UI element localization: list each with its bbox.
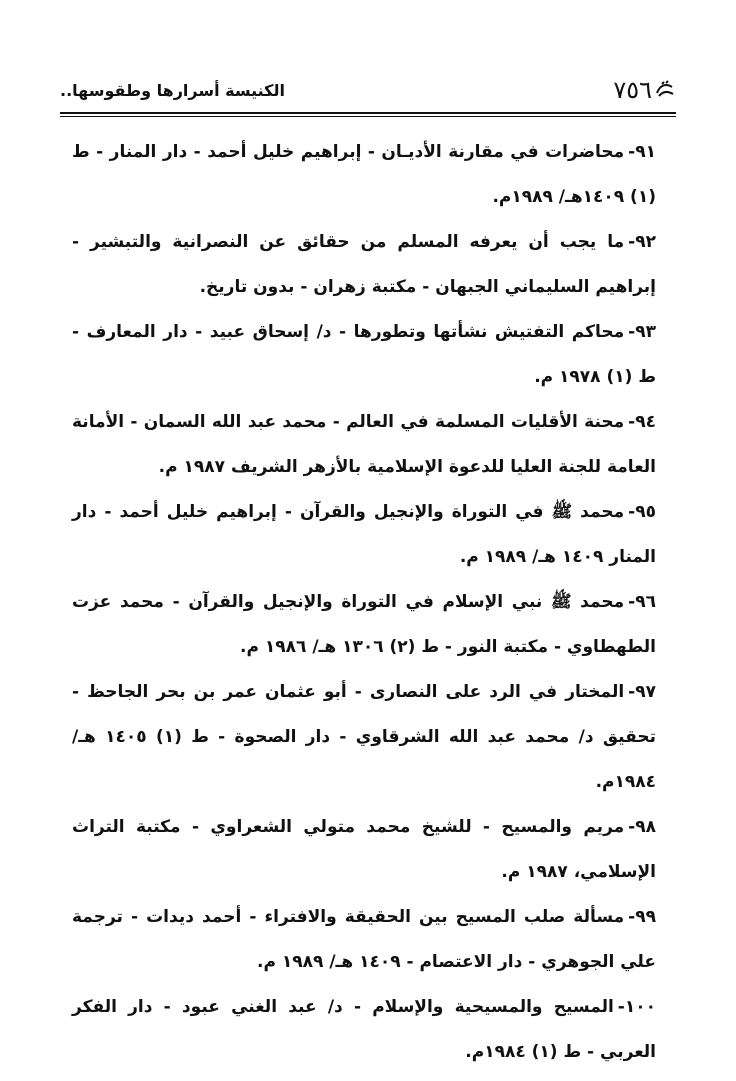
bibliography-entry [72, 985, 656, 1075]
bibliography-entry [72, 400, 656, 490]
bibliography-entry [72, 895, 656, 985]
entry-text: مريم والمسيح - للشيخ محمد متولي الشعراوي - مكتبة التراث الإسلامي، ١٩٨٧ م. [72, 817, 656, 882]
entry-number: ٩٥- [628, 502, 656, 522]
entry-number: ٩١- [628, 142, 656, 162]
entry-number: ٩٤- [628, 412, 656, 432]
entry-text: محاضرات في مقارنة الأديـان - إبراهيم خليل أحمد - دار المنار - ط (١) ١٤٠٩هـ/ ١٩٨٩م. [72, 142, 656, 207]
bibliography-entry [72, 220, 656, 310]
entry-text: محمد ﷺ في التوراة والإنجيل والقرآن - إبراهيم خليل أحمد - دار المنار ١٤٠٩ هـ/ ١٩٨٩ م. [72, 502, 656, 567]
entry-text: ما يجب أن يعرفه المسلم من حقائق عن النصرانية والتبشير - إبراهيم السليماني الجبهان - مكتبة زهران - بدون تاريخ. [72, 232, 656, 297]
bibliography-entry [72, 580, 656, 670]
header-rule [60, 112, 676, 114]
page-header [60, 72, 676, 108]
entry-number: ١٠٠- [617, 997, 656, 1017]
entry-text: المسيح والمسيحية والإسلام - د/ عبد الغني عبود - دار الفكر العربي - ط (١) ١٩٨٤م. [72, 997, 656, 1062]
entry-text: محنة الأقليات المسلمة في العالم - محمد عبد الله السمان - الأمانة العامة للجنة العليا للدعوة الإسلامية بالأزهر الشريف ١٩٨٧ م. [72, 412, 656, 477]
header-rule-thin [60, 116, 676, 117]
bibliography-entry [72, 130, 656, 220]
entry-text: محاكم التفتيش نشأتها وتطورها - د/ إسحاق عبيد - دار المعارف - ط (١) ١٩٧٨ م. [72, 322, 656, 387]
page-number-group [613, 76, 676, 104]
entry-number: ٩٩- [628, 907, 656, 927]
bibliography-entry [72, 490, 656, 580]
entry-number: ٩٨- [628, 817, 656, 837]
entry-number: ٩٢- [628, 232, 656, 252]
entry-text: محمد ﷺ نبي الإسلام في التوراة والإنجيل والقرآن - محمد عزت الطهطاوي - مكتبة النور - ط (٢) ١٣٠٦ هـ/ ١٩٨٦ م. [72, 592, 656, 657]
bibliography-entry [72, 310, 656, 400]
flourish-icon [654, 79, 676, 101]
bibliography-entry [72, 670, 656, 805]
entry-text: مسألة صلب المسيح بين الحقيقة والافتراء - أحمد ديدات - ترجمة علي الجوهري - دار الاعتصام - ١٤٠٩ هـ/ ١٩٨٩ م. [72, 907, 656, 972]
bibliography-entry [72, 805, 656, 895]
running-title: الكنيسة أسرارها وطقوسها.. [60, 80, 285, 100]
entry-number: ٩٧- [628, 682, 656, 702]
entry-number: ٩٦- [628, 592, 656, 612]
entry-text: المختار في الرد على النصارى - أبو عثمان عمر بن بحر الجاحظ - تحقيق د/ محمد عبد الله الشرقاوي - دار الصحوة - ط (١) ١٤٠٥ هـ/ ١٩٨٤م. [72, 682, 656, 792]
bibliography-list [72, 130, 656, 1075]
entry-number: ٩٣- [628, 322, 656, 342]
page-number: ٧٥٦ [613, 76, 652, 104]
